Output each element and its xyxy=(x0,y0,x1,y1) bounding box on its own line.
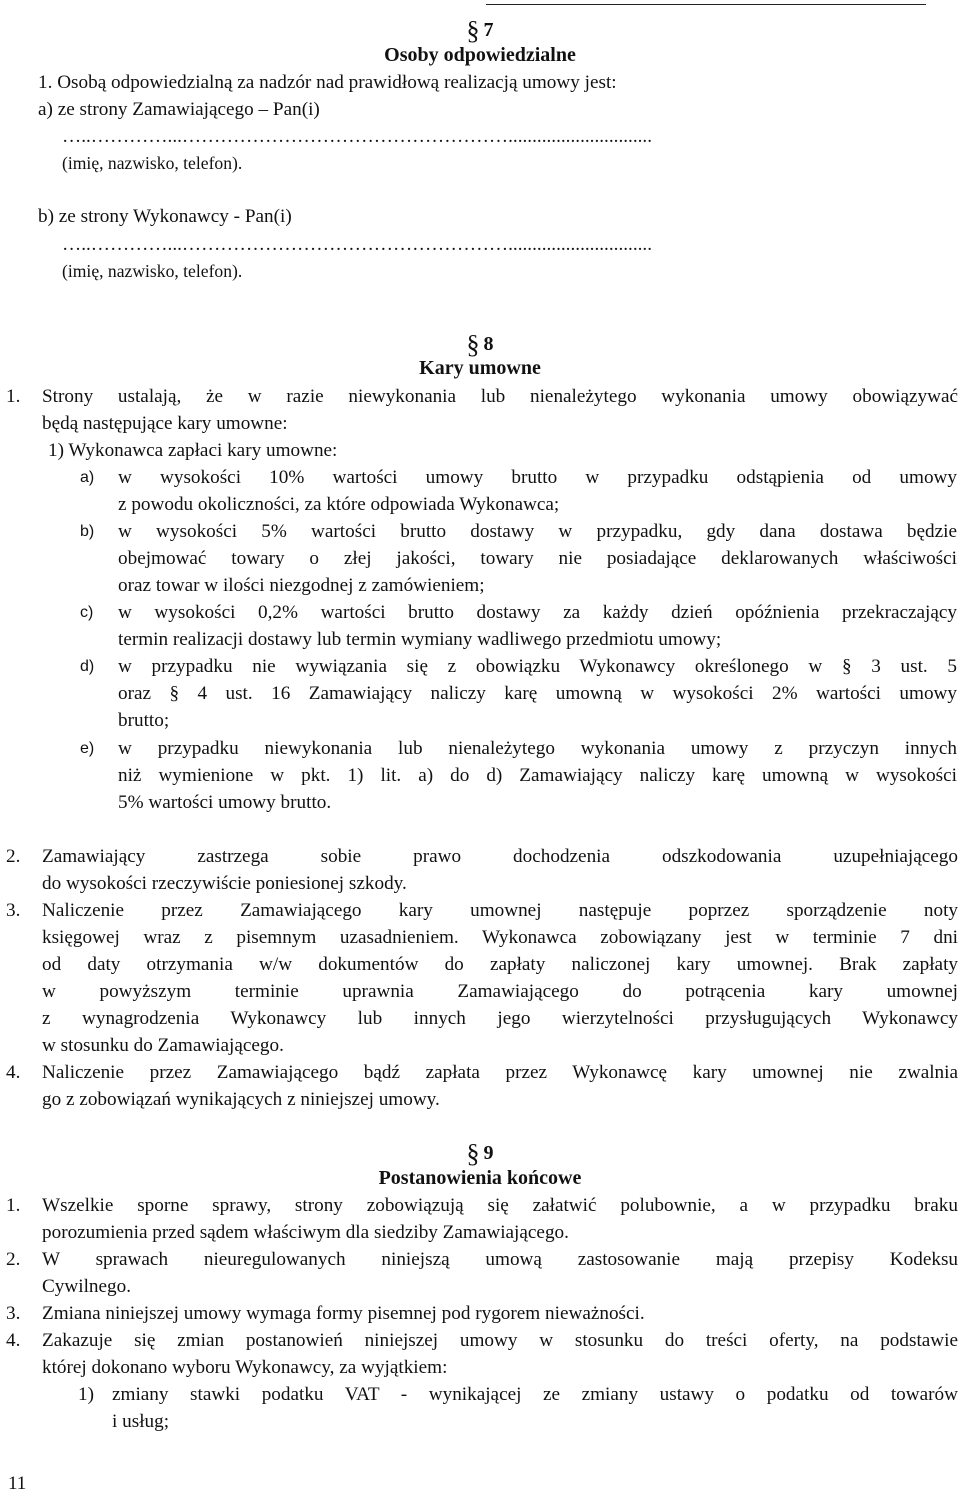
s9-p4-line-1: Zakazuje się zmian postanowień niniejszej umowy w stosunku do treści oferty, na podstawie xyxy=(42,1330,958,1351)
s8-p1-line-2: będą następujące kary umowne: xyxy=(42,413,288,434)
s7-item-a: a) ze strony Zamawiającego – Pan(i) xyxy=(38,99,320,120)
s8-p2-line-2: do wysokości rzeczywiście poniesionej szkody. xyxy=(42,873,407,894)
s8-a-line-1: w wysokości 10% wartości umowy brutto w przypadku odstąpienia od umowy xyxy=(118,467,957,488)
s8-p3-line-5: z wynagrodzenia Wykonawcy lub innych jego wierzytelności przysługujących Wykonawcy xyxy=(42,1008,958,1029)
s8-d-line-3: brutto; xyxy=(118,710,170,731)
s8-p2-line-1: Zamawiający zastrzega sobie prawo dochodzenia odszkodowania uzupełniającego xyxy=(42,846,958,867)
s8-a-letter: a) xyxy=(80,469,95,486)
s8-p3-line-4: w powyższym terminie uprawnia Zamawiającego do potrącenia kary umownej xyxy=(42,981,958,1002)
s7-info-1: (imię, nazwisko, telefon). xyxy=(62,153,243,173)
s8-p3-line-6: w stosunku do Zamawiającego. xyxy=(42,1035,284,1056)
s8-p2-number: 2. xyxy=(6,846,21,867)
s7-dots-2: …..…………...…………………………………………….............................. xyxy=(62,234,653,255)
s8-p3-number: 3. xyxy=(6,900,21,921)
s8-a-line-2: z powodu okoliczności, za które odpowiada Wykonawca; xyxy=(118,494,560,515)
s8-p3-line-3: od daty otrzymania w/w dokumentów do zapłaty naliczonej kary umownej. Brak zapłaty xyxy=(42,954,958,975)
s9-p1-line-1: Wszelkie sporne sprawy, strony zobowiązują się załatwić polubownie, a w przypadku braku xyxy=(42,1195,958,1216)
s8-sub-1: 1) Wykonawca zapłaci kary umowne: xyxy=(48,440,338,461)
section-sign: § xyxy=(466,330,480,359)
s7-info-2: (imię, nazwisko, telefon). xyxy=(62,261,243,281)
s8-b-line-2: obejmować towary o złej jakości, towary nie posiadające deklarowanych właściwości xyxy=(118,548,957,569)
s8-p4-line-1: Naliczenie przez Zamawiającego bądź zapłata przez Wykonawcę kary umownej nie zwalnia xyxy=(42,1062,958,1083)
s8-e-letter: e) xyxy=(80,740,95,757)
s9-sub-1-number: 1) xyxy=(78,1384,94,1405)
s8-d-line-1: w przypadku nie wywiązania się z obowiązku Wykonawcy określonego w § 3 ust. 5 xyxy=(118,656,957,677)
s8-e-line-3: 5% wartości umowy brutto. xyxy=(118,792,332,813)
s9-sub-1-line-2: i usług; xyxy=(112,1411,170,1432)
s8-p3-line-1: Naliczenie przez Zamawiającego kary umownej następuje poprzez sporządzenie noty xyxy=(42,900,958,921)
s9-p2-number: 2. xyxy=(6,1249,21,1270)
s7-item-b: b) ze strony Wykonawcy - Pan(i) xyxy=(38,206,292,227)
s9-p3-line-1: Zmiana niniejszej umowy wymaga formy pisemnej pod rygorem nieważności. xyxy=(42,1303,645,1324)
section-sign: § xyxy=(466,16,480,45)
s8-c-letter: c) xyxy=(80,604,94,621)
s9-p1-number: 1. xyxy=(6,1195,21,1216)
s8-p4-line-2: go z zobowiązań wynikających z niniejszej umowy. xyxy=(42,1089,440,1110)
top-rule xyxy=(486,4,926,5)
s9-sub-1-line-1: zmiany stawki podatku VAT - wynikającej ze zmiany ustawy o podatku od towarów xyxy=(112,1384,958,1405)
s9-p4-line-2: której dokonano wyboru Wykonawcy, za wyjątkiem: xyxy=(42,1357,448,1378)
s9-p4-number: 4. xyxy=(6,1330,21,1351)
s7-dots-1: …..…………...…………………………………………….............................. xyxy=(62,126,653,147)
s8-d-line-2: oraz § 4 ust. 16 Zamawiający naliczy karę umowną w wysokości 2% wartości umowy xyxy=(118,683,957,704)
section-sign: § xyxy=(466,1139,480,1168)
s8-p1-line-1: Strony ustalają, że w razie niewykonania lub nienależytego wykonania umowy obowiązywać xyxy=(42,386,958,407)
s9-p2-line-1: W sprawach nieuregulowanych niniejszą umową zastosowanie mają przepisy Kodeksu xyxy=(42,1249,958,1270)
s8-b-line-3: oraz towar w ilości niezgodnej z zamówieniem; xyxy=(118,575,485,596)
s8-p4-number: 4. xyxy=(6,1062,21,1083)
section-7-number: § 7 xyxy=(466,16,494,45)
page-number: 11 xyxy=(8,1473,27,1494)
section-8-title: Kary umowne xyxy=(419,357,541,379)
section-8-number: § 8 xyxy=(466,330,494,359)
s9-p2-line-2: Cywilnego. xyxy=(42,1276,132,1297)
s9-p3-number: 3. xyxy=(6,1303,21,1324)
s8-c-line-2: termin realizacji dostawy lub termin wymiany wadliwego przedmiotu umowy; xyxy=(118,629,722,650)
section-7-title: Osoby odpowiedzialne xyxy=(384,44,576,66)
s8-e-line-2: niż wymienione w pkt. 1) lit. a) do d) Zamawiający naliczy karę umowną w wysokości xyxy=(118,765,957,786)
s8-d-letter: d) xyxy=(80,658,95,675)
s9-p1-line-2: porozumienia przed sądem właściwym dla siedziby Zamawiającego. xyxy=(42,1222,569,1243)
s7-paragraph-1: 1. Osobą odpowiedzialną za nadzór nad prawidłową realizacją umowy jest: xyxy=(38,72,617,93)
s8-b-letter: b) xyxy=(80,523,95,540)
s8-b-line-1: w wysokości 5% wartości brutto dostawy w przypadku, gdy dana dostawa będzie xyxy=(118,521,957,542)
s8-c-line-1: w wysokości 0,2% wartości brutto dostawy za każdy dzień opóźnienia przekraczający xyxy=(118,602,957,623)
s8-p3-line-2: księgowej wraz z pisemnym uzasadnieniem. Wykonawca zobowiązany jest w terminie 7 dni xyxy=(42,927,958,948)
section-9-title: Postanowienia końcowe xyxy=(378,1167,582,1189)
section-9-number: § 9 xyxy=(466,1139,494,1168)
s8-p1-number: 1. xyxy=(6,386,21,407)
s8-e-line-1: w przypadku niewykonania lub nienależytego wykonania umowy z przyczyn innych xyxy=(118,738,957,759)
